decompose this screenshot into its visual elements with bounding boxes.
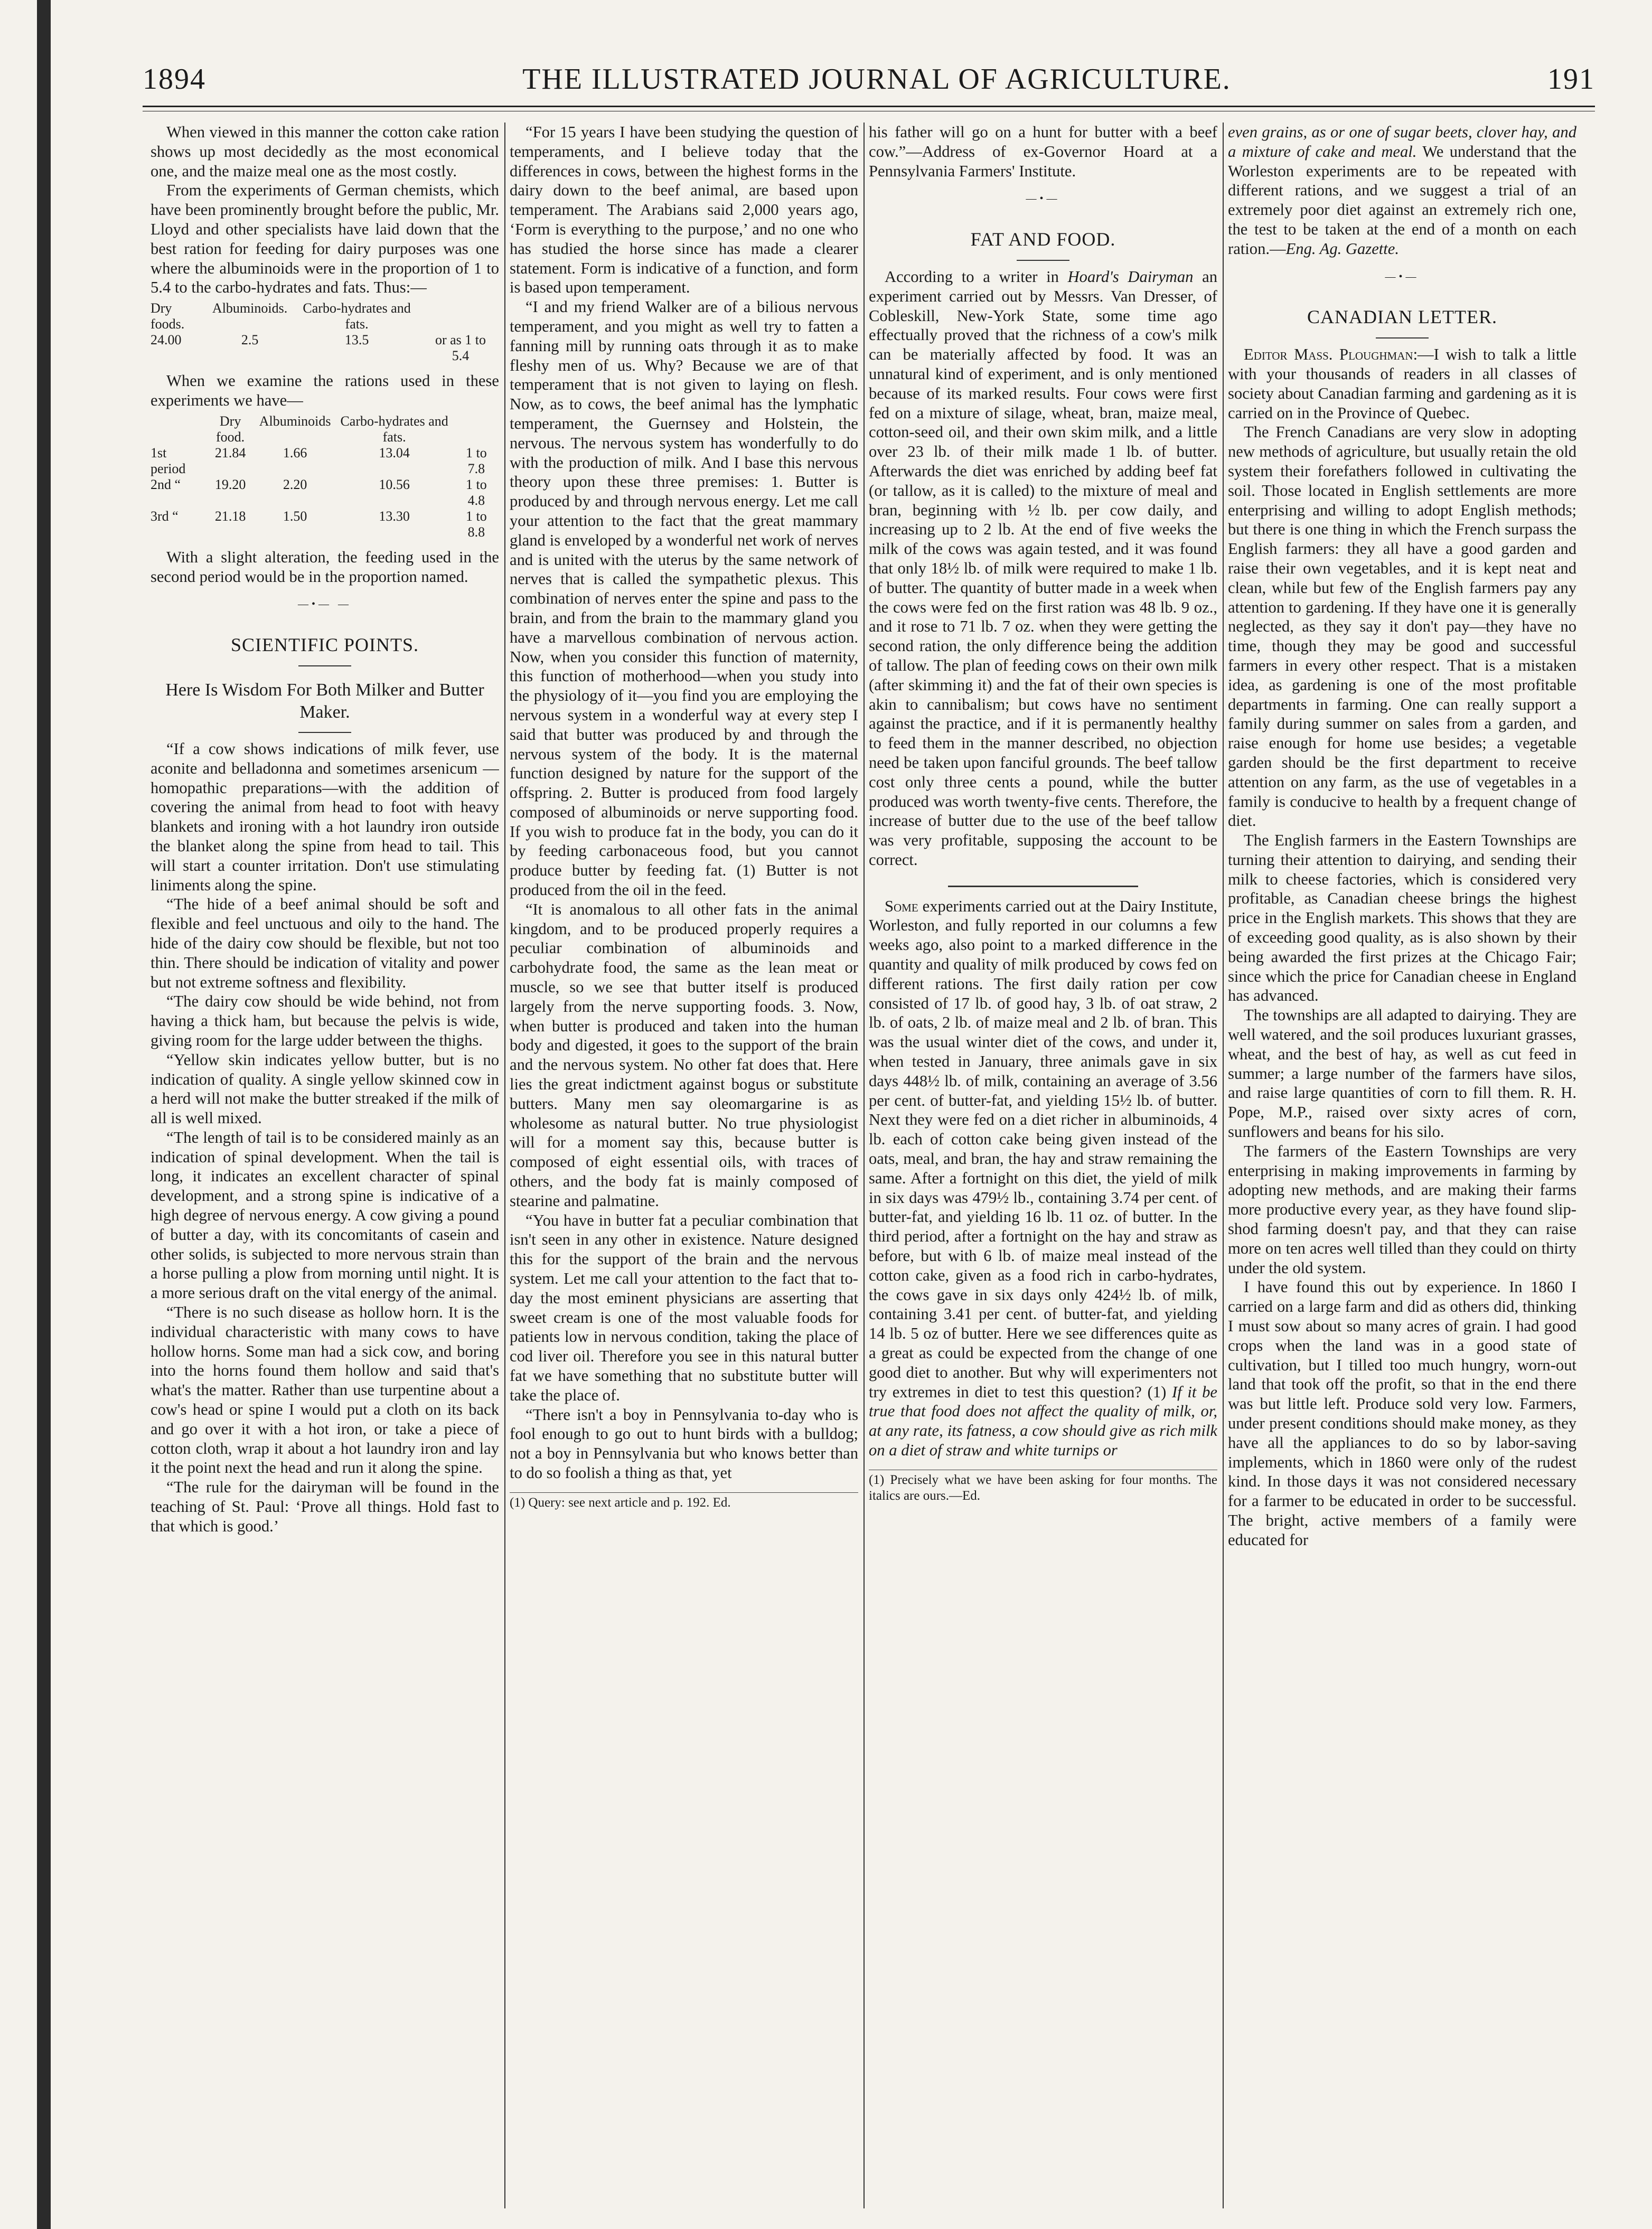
table-cell: 10.56 (379, 476, 410, 492)
italic-text: If it be true that food does not affect the quality of milk, or, at any rate, its fatness, a cow should give as rich milk on a diet of straw and white turnips or (869, 1382, 1217, 1459)
column-divider (504, 123, 505, 2208)
table-cell: 1 to 7.8 (466, 445, 487, 476)
paragraph: “Yellow skin indicates yellow butter, but is no indication of quality. A single yellow skinned cow in a herd will not make the butter streaked if the milk of all is well mixed. (151, 1050, 499, 1127)
ration-table-experiments (151, 413, 499, 540)
paragraph: “I and my friend Walker are of a bilious nervous temperament, and you might as well try to fatten a fanning mill by running oats through it as to make fleshy men of us. Why? Because we are of that temperament that is not given to laying on flesh. Now, as to cows, the beef animal has the lymphatic temperament, the Guernsey and Holstein, the nervous. The nervous system has wonderfully to do with the production of milk. And I base this nervous theory upon these three premises: 1. Butter is produced by and through nervous energy. Let me call your attention to the fact that the great mammary gland is enveloped by a wonderful net work of nerves and is united with the uterus by the same network of nerves that is called the sympathetic plexus. This combination of nerves enter the spine and pass to the brain, and from the brain to the mammary gland you have a marvellous combination of nervous action. Now, when you consider this function of maternity, this function of motherhood—when you study into the physiology of it—you find you are employing the nervous system in a wonderful way at every step I said that butter was produced by and through the nervous system of the body. It is the maternal function designed by nature for the support of the offspring. 2. Butter is produced from food largely composed of albuminoids or nerve supporting food. If you wish to produce fat in the body, you can do it by feeding carbonaceous food, but you cannot produce butter by feeding fat. (1) Butter is not produced from the oil in the feed. (510, 298, 858, 899)
paragraph: his father will go on a hunt for butter with a beef cow.”—Address of ex-Governor Hoard at a Pennsylvania Farmers' Institute. (869, 123, 1217, 180)
title-rule (298, 665, 351, 666)
paragraph: “If a cow shows indications of milk fever, use aconite and belladonna and sometimes arsenicum — homopathic preparations—with the addition of covering the animal from head to foot with heavy blankets and ironing with a hot laundry iron outside the blanket along the spine from head to tail. This will start a counter irritation. Don't use stimulating liniments along the spine. (151, 739, 499, 894)
salutation: Editor Mass. Ploughman (1244, 345, 1413, 364)
table-cell: 1 to 8.8 (466, 508, 487, 540)
table-row (151, 477, 499, 509)
paragraph: “There isn't a boy in Pennsylvania to-day who is fool enough to go out to hunt birds with a bulldog; not a boy in Pennsylvania but who knows better than to do so foolish a thing as that, yet (510, 1405, 858, 1482)
italic-text: even grains, as or one of sugar beets, clover hay, and a mixture of cake and meal. (1228, 123, 1576, 161)
section-title: FAT AND FOOD. (970, 229, 1116, 250)
paragraph: “For 15 years I have been studying the question of temperaments, and I believe today that the differences in cows, between the highest forms in the dairy down to the beef animal, are based upon temperament. The Arabians said 2,000 years ago, ‘Form is everything to the purpose,’ and no one who has studied the horse since has made a clearer statement. Form is indicative of a function, and form is based upon temperament. (510, 123, 858, 297)
paragraph: “The length of tail is to be considered mainly as an indication of spinal development. When the tail is long, it indicates an excellent character of spinal development, and a strong spine is indicative of a high degree of nervous energy. A cow giving a pound of butter a day, with its concomitants of casein and other solids, is subjected to more nervous strain than a horse pulling a plow from morning until night. It is a more serious draft on the vital energy of the animal. (151, 1128, 499, 1302)
paragraph: When viewed in this manner the cotton cake ration shows up most decidedly as the most economical one, and the maize meal one as the most costly. (151, 123, 499, 180)
table-cell: 13.04 (379, 445, 410, 460)
paragraph (1228, 123, 1576, 259)
column-divider (1223, 123, 1224, 2208)
table-cell: 2nd “ (151, 476, 181, 492)
column-1 (151, 123, 499, 2208)
paragraph: When we examine the rations used in these experiments we have— (151, 372, 499, 409)
paragraph (869, 897, 1217, 1460)
table-cell: 1st period (151, 445, 186, 476)
title-rule (1017, 260, 1069, 261)
ration-table-standard (151, 300, 499, 364)
article-subtitle: Here Is Wisdom For Both Milker and Butter Maker. (165, 680, 484, 722)
table-header: Dry food. (216, 413, 245, 445)
table-cell: 13.5 (344, 332, 369, 348)
paragraph-text: :—I wish to talk a little with your thousands of readers in all classes of society about Canadian farming and gardening as it is carried on in the Province of Quebec. (1228, 345, 1576, 422)
column-2 (510, 123, 858, 2208)
table-cell: 1 to 4.8 (466, 476, 487, 508)
title-rule (1376, 337, 1429, 338)
table-header: Carbo-hydrates and fats. (340, 413, 448, 445)
table-row (151, 509, 499, 540)
paragraph: From the experiments of German chemists, which have been prominently brought before the public, Mr. Lloyd and other specialists have laid down that the best ration for feeding for dairy purposes was one where the albuminoids were in the proportion of 1 to 5.4 to the carbo-hydrates and fats. Thus:— (151, 181, 499, 297)
column-4 (1228, 123, 1576, 2208)
footnote: (1) Precisely what we have been asking for four months. The italics are ours.—Ed. (869, 1470, 1217, 1504)
table-cell: 21.18 (214, 508, 246, 524)
paragraph: The English farmers in the Eastern Townships are turning their attention to dairying, and sending their milk to cheese factories, which is considered very profitable, as Canadian cheese brings the highest price in the English markets. This shows that they are of exceeding good quality, as is also shown by their being awarded the first prizes at the Chicago Fair; since which the price for Canadian cheese in England has advanced. (1228, 831, 1576, 1005)
page-header (143, 62, 1595, 105)
column-3 (869, 123, 1217, 2208)
table-header (426, 300, 499, 332)
paragraph: The farmers of the Eastern Townships are very enterprising in making improvements in farming by adopting new methods, and are making their farms more productive every year, as they have found slip-shod farming doesn't pay, and that they can raise more on ten acres well tilled than they could on thirty under the old system. (1228, 1142, 1576, 1277)
paragraph: “You have in butter fat a peculiar combination that isn't seen in any other in existence. Nature designed this for the support of the brain and the nervous system. Let me call your attention to the fact that to-day the most eminent physicians are asserting that sweet cream is one of the most valuable foods for patients low in nervous condition, taking the place of cod liver oil. Therefore you see in this natural butter fat we have something that no substitute butter will take the place of. (510, 1211, 858, 1404)
table-cell: 1.50 (283, 508, 307, 524)
table-cell: 2.20 (283, 476, 307, 492)
section-ornament: —•— — (297, 598, 352, 610)
table-header (151, 413, 205, 445)
paragraph: I have found this out by experience. In 1860 I carried on a large farm and did as others did, thinking I must sow about so many acres of grain. I had good crops when the land was in a good state of cultivation, but I tilled too much hungry, worn-out land that took off the profit, so that in the end there was but little left. Produce sold very low. Farmers, under present conditions should make money, as they have all the appliances to do so by labor-saving implements, which in 1860 were only of the rudest kind. In those days it was not considered necessary for a farmer to be educated in order to be successful. The bright, active members of a family were educated for (1228, 1278, 1576, 1549)
section-title: CANADIAN LETTER. (1307, 306, 1497, 328)
section-ornament: —•— (1385, 270, 1420, 283)
table-header: Carbo-hydrates and fats. (303, 300, 411, 332)
footnote: (1) Query: see next article and p. 192. Ed. (510, 1492, 858, 1511)
header-rule (143, 106, 1595, 107)
paragraph: The French Canadians are very slow in adopting new methods of agriculture, but usually retain the old system their forefathers followed in cultivating the soil. Those located in English settlements are more enterprising and willing to adopt English methods; but there is one thing in which the French surpass the English farmers: they all have a good garden and raise their own vegetables, and it is kept neat and clean, while but few of the English farmers pay any attention to gardening. If they have one it is generally neglected, as they say it don't pay—they have no time, though they may be good and successful farmers in every other respect. That is a mistaken idea, as gardening is one of the most profitable departments in farming. One can really support a family during summer on sales from a garden, and raise enough for home use besides; a vegetable garden should be the first department to receive attention on any farm, as the use of vegetables in a family is conducive to health by a frequent change of diet. (1228, 423, 1576, 830)
paragraph: With a slight alteration, the feeding used in the second period would be in the proportion named. (151, 548, 499, 586)
paragraph: “The dairy cow should be wide behind, not from having a thick ham, but because the pelvis is wide, giving room for the large udder between the thighs. (151, 992, 499, 1049)
table-cell: 1.66 (283, 445, 307, 460)
paragraph-text: According to a writer in (885, 267, 1068, 286)
paragraph: “It is anomalous to all other fats in the animal kingdom, and to be produced properly requires a peculiar combination of albuminoids and carbohydrate food, the same as the lean meat or muscle, so we see that butter itself is produced largely from the nerve supporting foods. 3. Now, when butter is produced and taken into the human body and digested, it goes to the support of the brain and the nervous system. No other fat does that. Here lies the great indictment against bogus or substitute butters. Many men say oleomargarine is as wholesome as natural butter. No true physiologist will for a moment say this, because butter is composed of eight essential oils, with traces of others, and the body fat is mainly composed of stearine and palmatine. (510, 900, 858, 1210)
publication-name: Hoard's Dairyman (1067, 267, 1194, 286)
section-ornament: —•— (1026, 193, 1060, 205)
table-row (151, 445, 499, 477)
section-title: SCIENTIFIC POINTS. (230, 634, 419, 656)
header-page-number: 191 (1547, 63, 1595, 96)
table-cell: 24.00 (151, 332, 182, 348)
table-cell: 19.20 (214, 476, 246, 492)
title-rule (298, 732, 351, 733)
header-year: 1894 (143, 63, 206, 96)
table-cell: 21.84 (214, 445, 246, 460)
paragraph (1228, 345, 1576, 422)
header-title: THE ILLUSTRATED JOURNAL OF AGRICULTURE. (522, 63, 1231, 96)
table-header: Dry foods. (151, 300, 185, 332)
paragraph-text: an experiment carried out by Messrs. Van Dresser, of Cobleskill, New-York State, some time ago effectually proved that the richness of a cow's milk can be materially affected by food. It was an unnatural kind of experiment, and is only mentioned because of its marked results. Four cows were first fed on a mixture of silage, wheat, bran, maize meal, cotton-seed oil, and their own skim milk, and a little over 23 lb. of their milk made 1 lb. of butter. Afterwards the diet was enriched by adding beef fat (or tallow, as it is called) to the mixture of meal and bran, beginning with ½ lb. per cow daily, and increasing up to 2 lb. At the end of five weeks the milk of the cows was again tested, and it was found that only 18½ lb. of milk were required to make 1 lb. of butter. The quantity of butter made in a week when the cows were fed on the first ration was 48 lb. 9 oz., and it rose to 71 lb. 7 oz. when they were getting the second ration, the only difference being the addition of tallow. The plan of feeding cows on their own milk (after skimming it) and the fat of their own species is akin to cannibalism; but cows have no sentiment against the practice, and if it is permanently healthy to feed them in the manner described, no objection need be taken upon fanciful grounds. The beef tallow cost only three cents a pound, while the butter produced was worth twenty-five cents. Therefore, the increase of butter due to the use of the beef tallow was very profitable, supposing the account to be correct. (869, 267, 1217, 869)
paragraph (869, 267, 1217, 870)
lead-word: Some (885, 897, 918, 915)
paragraph: “The rule for the dairyman will be found in the teaching of St. Paul: ‘Prove all things. Hold fast to that which is good.’ (151, 1478, 499, 1535)
paragraph-text: experiments carried out at the Dairy Institute, Worleston, and fully reported in our columns a few weeks ago, also point to a marked difference in the quantity and quality of milk produced by cows fed on different rations. The first daily ration per cow consisted of 17 lb. of good hay, 3 lb. of oat straw, 2 lb. of oats, 2 lb. of maize meal and 2 lb. of bran. This was the usual winter diet of the cows, and under it, when tested in January, three animals gave in six days 448½ lb. of milk, containing an average of 3.56 per cent. of butter-fat, and yielding 15½ lb. of butter. Next they were fed on a diet richer in albuminoids, 4 lb. each of cotton cake being given instead of the oats, meal, and bran, the hay and straw remaining the same. After a fortnight on this diet, the yield of milk in six days was 479½ lb., containing 3.74 per cent. of butter-fat, and yielding 16 lb. 11 oz. of butter. In the third period, after a fortnight on the hay and straw as before, but with 6 lb. of maize meal instead of the cotton cake, given as a food rich in carbo-hydrates, the cows gave in six days only 424½ lb. of milk, containing 3.41 per cent. of butter-fat, and yielding 14 lb. 5 oz of butter. Here we see differences quite as a great as could be expected from the change of one good diet to another. But why will experimenters not try extremes in diet to test this question? (1) (869, 897, 1217, 1401)
table-header: Albuminoids (259, 413, 331, 429)
column-divider (863, 123, 865, 2208)
table-header: Albuminoids. (212, 300, 288, 316)
binding-edge (37, 0, 51, 2229)
table-cell: 3rd “ (151, 508, 179, 524)
table-cell: or as 1 to 5.4 (435, 332, 486, 364)
table-header (458, 413, 499, 445)
source-credit: Eng. Ag. Gazette. (1285, 239, 1400, 258)
table-cell: 2.5 (241, 332, 259, 348)
paragraph: The townships are all adapted to dairying. They are well watered, and the soil produces luxuriant grasses, wheat, and the best of hay, as well as cut feed in summer; a large number of the farmers have silos, and raise large quantities of corn to fill them. R. H. Pope, M.P., raised over sixty acres of corn, sunflowers and beans for his silo. (1228, 1006, 1576, 1141)
paragraph: “The hide of a beef animal should be soft and flexible and feel unctuous and oily to the hand. The hide of the dairy cow should be flexible, but not too thin. There should be indication of vitality and power but not extreme softness and flexibility. (151, 895, 499, 991)
table-cell: 13.30 (379, 508, 410, 524)
article-separator (948, 886, 1138, 887)
paragraph-text: We understand that the Worleston experiments are to be repeated with different rations, and we suggest a trial of an extremely poor diet against an extremely rich one, the test to be taken at the end of a month on each ration.— (1228, 142, 1576, 258)
paragraph: “There is no such disease as hollow horn. It is the individual characteristic with many cows to have hollow horns. Some man had a sick cow, and boring into the horns found them hollow and said that's what's the matter. Rather than use turpentine about a cow's head or spine I would put a cloth on its back and go over it with a hot iron, or take a piece of cotton cloth, wrap it about a hot laundry iron and lay it the point next the head and run it along the spine. (151, 1303, 499, 1477)
